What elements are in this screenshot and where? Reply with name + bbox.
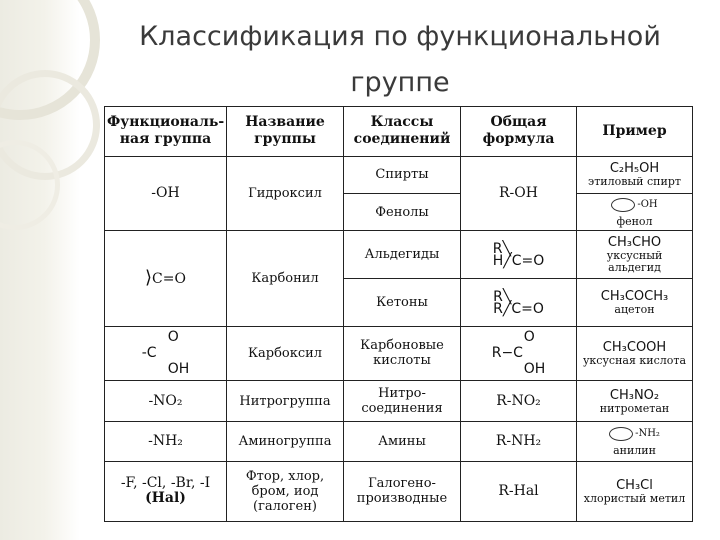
halogen-list: -F, -Cl, -Br, -I xyxy=(120,475,211,492)
example-formula: CH₃COOH xyxy=(602,339,667,355)
carbonyl-label: C=O xyxy=(152,271,186,288)
example-name: нитрометан xyxy=(599,401,670,415)
substituent-label: -OH xyxy=(637,199,658,211)
class-cell: Кетоны xyxy=(344,279,461,327)
header-row xyxy=(105,107,693,157)
formula-cell: R-NH₂ xyxy=(461,422,577,461)
table-row xyxy=(105,231,693,279)
header-general-formula: Общая формула xyxy=(461,107,577,157)
example-cell xyxy=(577,326,693,380)
example-name: анилин xyxy=(613,443,656,457)
formula-cell xyxy=(461,326,577,380)
group-name-cell: Аминогруппа xyxy=(227,422,344,461)
class-cell: Спирты xyxy=(344,156,461,193)
example-cell xyxy=(577,231,693,279)
table-row xyxy=(105,380,693,422)
class-cell: Нитро-соединения xyxy=(344,380,461,422)
halogen-symbol: (Hal) xyxy=(145,490,186,507)
table-row xyxy=(105,461,693,521)
group-cell: -NO₂ xyxy=(105,380,227,422)
title-line-2: группе xyxy=(350,67,450,98)
class-cell: Альдегиды xyxy=(344,231,461,279)
slide-title xyxy=(90,14,710,106)
table-row xyxy=(105,326,693,380)
formula-cell: R-NO₂ xyxy=(461,380,577,422)
example-name: хлористый метил xyxy=(583,491,686,505)
group-cell: -NH₂ xyxy=(105,422,227,461)
example-cell xyxy=(577,461,693,521)
formula-cell xyxy=(461,279,577,327)
formula-cell xyxy=(461,231,577,279)
example-formula: CH₃NO₂ xyxy=(609,387,660,403)
formula-cell: R-OH xyxy=(461,156,577,231)
example-name: этиловый спирт xyxy=(588,175,681,189)
class-cell: Галогено-производные xyxy=(344,461,461,521)
group-name-cell: Фтор, хлор, бром, иод (галоген) xyxy=(227,461,344,521)
substituent-label: -NH₂ xyxy=(635,428,660,440)
table-row xyxy=(105,422,693,461)
example-name: уксусная кислота xyxy=(582,353,687,367)
group-name-cell: Нитрогруппа xyxy=(227,380,344,422)
group-cell xyxy=(105,326,227,380)
header-compound-classes: Классы соединений xyxy=(344,107,461,157)
group-name-cell: Карбонил xyxy=(227,231,344,326)
example-cell xyxy=(577,422,693,461)
example-name: уксусный альдегид xyxy=(606,249,663,275)
example-cell xyxy=(577,194,693,231)
ketone-formula: R╲ R╱C=O xyxy=(493,288,544,317)
phenol-structure xyxy=(611,197,657,212)
table-row xyxy=(105,156,693,193)
title-line-1: Классификация по функциональной xyxy=(139,21,661,52)
example-cell xyxy=(577,279,693,327)
example-cell xyxy=(577,380,693,422)
benzene-ring-icon xyxy=(611,198,635,212)
group-cell: -OH xyxy=(105,156,227,231)
aldehyde-formula: R╲ H╱C=O xyxy=(492,240,545,269)
benzene-ring-icon xyxy=(609,427,633,441)
carboxylic-acid-formula: O R−C OH xyxy=(491,329,546,378)
header-example: Пример xyxy=(577,107,693,157)
example-formula: CH₃CHO xyxy=(607,235,662,251)
example-name: фенол xyxy=(616,214,653,228)
group-cell xyxy=(105,461,227,521)
class-cell: Амины xyxy=(344,422,461,461)
group-name-cell: Карбоксил xyxy=(227,326,344,380)
header-group-name: Название группы xyxy=(227,107,344,157)
class-cell: Фенолы xyxy=(344,194,461,231)
aniline-structure xyxy=(609,426,660,441)
classification-table xyxy=(104,106,693,522)
example-formula: C₂H₅OH xyxy=(609,161,660,177)
example-name: ацетон xyxy=(614,303,655,317)
group-cell: ⟩C=O xyxy=(105,231,227,326)
group-name-cell: Гидроксил xyxy=(227,156,344,231)
example-formula: CH₃COCH₃ xyxy=(600,289,669,305)
formula-cell: R-Hal xyxy=(461,461,577,521)
header-functional-group: Функциональ-ная группа xyxy=(105,107,227,157)
class-cell: Карбоновые кислоты xyxy=(344,326,461,380)
example-formula: CH₃Cl xyxy=(616,477,653,493)
carboxyl-structure: O -C OH xyxy=(141,329,190,378)
example-cell xyxy=(577,156,693,193)
